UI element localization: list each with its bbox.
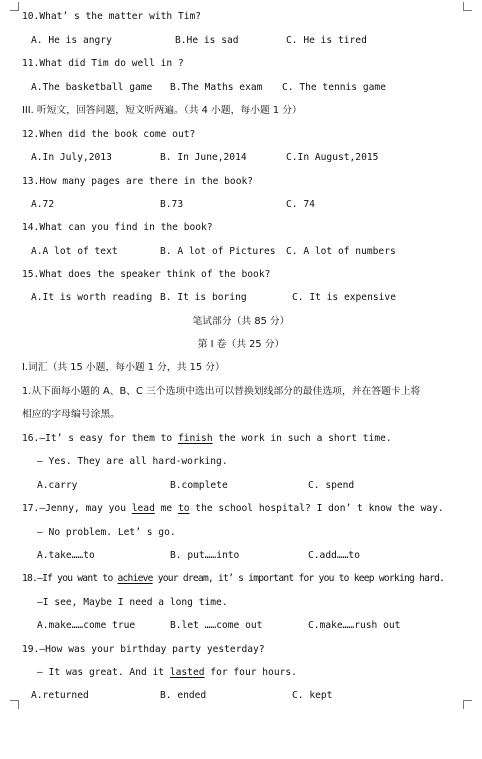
- option-a: A. He is angry: [31, 35, 112, 46]
- question-16-options: [0, 479, 482, 493]
- option-c: C. A lot of numbers: [286, 246, 396, 257]
- volume-1-title: 第 I 卷（共 25 分）: [197, 339, 285, 350]
- question-17: [0, 502, 482, 516]
- question-16: [0, 432, 482, 446]
- question-12: [0, 128, 482, 142]
- question-16-stem: 16.—It’ s easy for them to finish the work in such a short time.: [22, 433, 392, 444]
- question-12-stem: 12.When did the book come out?: [22, 129, 196, 140]
- question-18: [0, 572, 482, 586]
- option-a: A.In July,2013: [31, 152, 112, 163]
- question-13-options: [0, 198, 482, 212]
- question-11-options: [0, 81, 482, 95]
- option-a: A.carry: [37, 480, 78, 491]
- option-c: C. It is expensive: [292, 292, 396, 303]
- option-c: C. He is tired: [286, 35, 367, 46]
- question-14: [0, 221, 482, 235]
- question-19-options: [0, 689, 482, 703]
- option-a: A.72: [31, 199, 55, 210]
- underlined-word: to: [177, 503, 190, 514]
- option-c: C.make……rush out: [308, 620, 401, 631]
- instruction-line-1: 1.从下面每小题的 A、B、C 三个选项中选出可以替换划线部分的最佳选项，并在答题卡上将: [22, 386, 421, 397]
- option-b: B. In June,2014: [160, 152, 247, 163]
- underlined-word: lasted: [169, 667, 205, 678]
- underlined-word: achieve: [117, 573, 153, 584]
- option-a: A.take……to: [37, 550, 95, 561]
- question-19-stem: 19.—How was your birthday party yesterday?: [22, 644, 265, 655]
- crop-mark-bottom-left: [10, 700, 19, 709]
- option-b: B.The Maths exam: [170, 82, 263, 93]
- question-17-reply: — No problem. Let’ s go.: [37, 527, 176, 538]
- crop-mark-bottom-right: [463, 700, 472, 709]
- underlined-word: finish: [177, 433, 213, 444]
- question-13-stem: 13.How many pages are there in the book?: [22, 176, 254, 187]
- option-c: C.add……to: [308, 550, 360, 561]
- part-3-heading: III. 听短文，回答问题，短文听两遍。（共 4 小题，每小题 1 分）: [22, 105, 302, 116]
- option-b: B. put……into: [170, 550, 240, 561]
- question-17-options: [0, 549, 482, 563]
- question-15-stem: 15.What does the speaker think of the book?: [22, 269, 271, 280]
- question-15: [0, 268, 482, 282]
- question-12-options: [0, 151, 482, 165]
- option-c: C. kept: [292, 690, 333, 701]
- question-14-stem: 14.What can you find in the book?: [22, 222, 213, 233]
- question-11: [0, 57, 482, 71]
- question-18-stem: 18.—If you want to achieve your dream, it’ s important for you to keep working hard.: [22, 573, 445, 584]
- option-a: A.It is worth reading: [31, 292, 153, 303]
- question-18-reply: —I see, Maybe I need a long time.: [37, 597, 228, 608]
- option-a: A.returned: [31, 690, 89, 701]
- question-10: [0, 10, 482, 24]
- option-b: B. It is boring: [160, 292, 247, 303]
- option-a: A.A lot of text: [31, 246, 118, 257]
- instruction-line-2: 相应的字母编号涂黑。: [22, 409, 120, 420]
- section-1-heading: Ⅰ.词汇（共 15 小题，每小题 1 分，共 15 分）: [22, 362, 225, 373]
- option-b: B.let ……come out: [170, 620, 263, 631]
- option-c: C. spend: [308, 480, 355, 491]
- option-b: B. ended: [160, 690, 207, 701]
- option-b: B.73: [160, 199, 184, 210]
- option-a: A.The basketball game: [31, 82, 153, 93]
- option-c: C. 74: [286, 199, 315, 210]
- question-10-options: [0, 34, 482, 48]
- question-19: [0, 643, 482, 657]
- question-13: [0, 175, 482, 189]
- question-11-stem: 11.What did Tim do well in ?: [22, 58, 184, 69]
- question-17-stem: 17.—Jenny, may you lead me to the school hospital? I don’ t know the way.: [22, 503, 444, 514]
- question-16-reply: — Yes. They are all hard-working.: [37, 456, 228, 467]
- option-a: A.make……come true: [37, 620, 136, 631]
- underlined-word: lead: [131, 503, 155, 514]
- option-c: C. The tennis game: [282, 82, 386, 93]
- option-b: B.complete: [170, 480, 228, 491]
- option-c: C.In August,2015: [286, 152, 379, 163]
- question-18-options: [0, 619, 482, 633]
- question-19-reply: — It was great. And it lasted for four hours.: [37, 667, 297, 678]
- option-b: B.He is sad: [175, 35, 239, 46]
- written-part-title: 笔试部分（共 85 分）: [192, 316, 290, 327]
- question-14-options: [0, 245, 482, 259]
- option-b: B. A lot of Pictures: [160, 246, 276, 257]
- question-10-stem: 10.What’ s the matter with Tim?: [22, 11, 202, 22]
- question-15-options: [0, 291, 482, 305]
